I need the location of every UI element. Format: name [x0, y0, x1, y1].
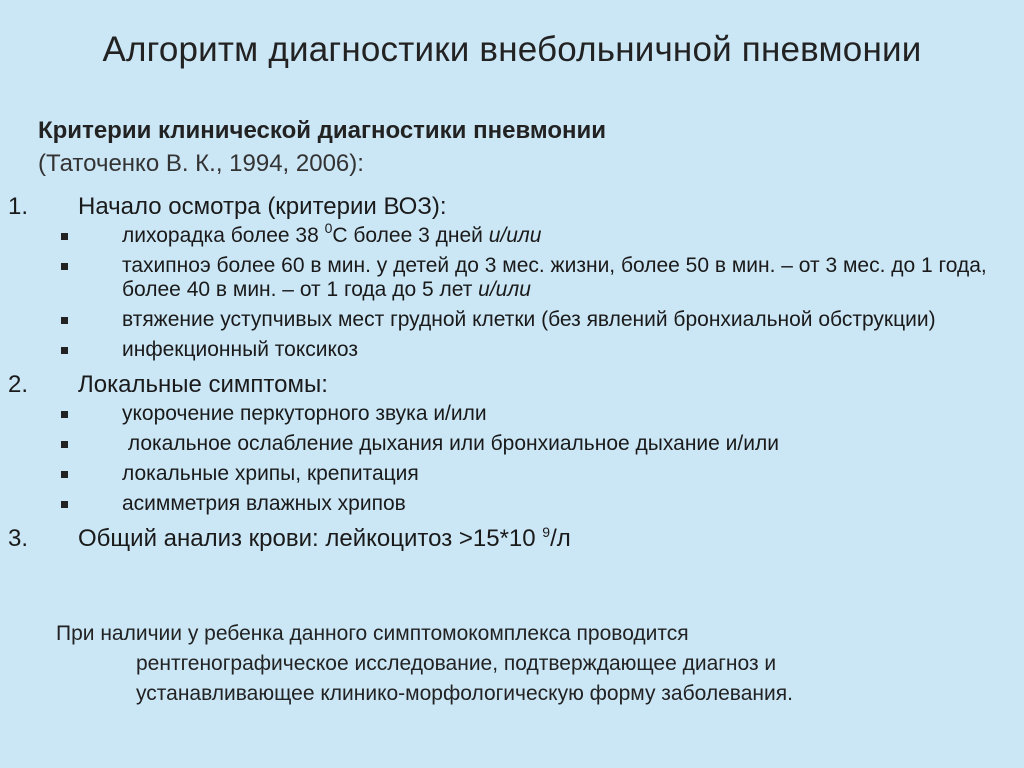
bullet-text-cont: С более 3 дней: [332, 224, 489, 247]
bullet-list: [0, 402, 1024, 516]
square-bullet-icon: [61, 317, 68, 324]
section-title: [0, 522, 1024, 556]
blood-test-unit: /л: [550, 525, 571, 552]
section-number: 2.: [8, 371, 29, 398]
footer-line-3: устанавливающее клинико-морфологическую форму заболевания.: [136, 682, 793, 705]
footer-line-2: рентгенографическое исследование, подтверждающее диагноз и: [136, 652, 777, 675]
section-local-symptoms: [0, 368, 1024, 516]
footer-line-1: При наличии у ребенка данного симптомокомплекса проводится: [56, 622, 689, 645]
section-title-text: Локальные симптомы:: [78, 371, 328, 398]
square-bullet-icon: [61, 233, 68, 240]
bullet-text: лихорадка более 38: [122, 224, 325, 247]
bullet-text: локальное ослабление дыхания или бронхиальное дыхание и/или: [122, 432, 779, 455]
section-number: 1.: [8, 193, 29, 220]
square-bullet-icon: [61, 411, 68, 418]
blood-test-text: Общий анализ крови: лейкоцитоз >15*10: [78, 525, 543, 552]
section-title-text: [78, 522, 571, 556]
section-number: 3.: [8, 525, 29, 552]
list-item: [0, 432, 1024, 456]
square-bullet-icon: [61, 441, 68, 448]
bullet-text: локальные хрипы, крепитация: [122, 462, 419, 485]
square-bullet-icon: [61, 263, 68, 270]
list-item: [0, 220, 1024, 248]
section-blood-test: [0, 522, 1024, 556]
exponent-superscript: 9: [542, 524, 551, 540]
bullet-suffix: и/или: [488, 224, 542, 247]
criteria-source: (Таточенко В. К., 1994, 2006):: [38, 150, 364, 177]
list-item: [0, 462, 1024, 486]
footer-note: [56, 619, 986, 709]
degree-superscript: 0: [324, 220, 333, 236]
criteria-heading: Критерии клинической диагностики пневмонии: [38, 117, 606, 144]
bullet-text: инфекционный токсикоз: [122, 338, 358, 361]
section-initial-exam: [0, 190, 1024, 362]
bullet-text: втяжение уступчивых мест грудной клетки (без явлений бронхиальной обструкции): [122, 308, 936, 331]
bullet-text: асимметрия влажных хрипов: [122, 492, 406, 515]
list-item: [0, 338, 1024, 362]
list-item: [0, 402, 1024, 426]
criteria-sections: [0, 190, 1024, 556]
bullet-suffix: и/или: [478, 278, 531, 301]
square-bullet-icon: [61, 471, 68, 478]
bullet-text: укорочение перкуторного звука и/или: [122, 402, 487, 425]
square-bullet-icon: [61, 347, 68, 354]
square-bullet-icon: [61, 501, 68, 508]
slide-title: Алгоритм диагностики внебольничной пневмонии: [102, 30, 922, 69]
section-title: [0, 190, 1024, 224]
list-item: [0, 308, 1024, 332]
list-item: [0, 492, 1024, 516]
section-title-text: Начало осмотра (критерии ВОЗ):: [78, 193, 447, 220]
section-title: [0, 368, 1024, 402]
list-item: [0, 254, 1024, 302]
bullet-list: [0, 220, 1024, 362]
bullet-text: тахипноэ более 60 в мин. у детей до 3 мес. жизни, более 50 в мин. – от 3 мес. до 1 года, более 40 в мин. – от 1 года до 5 лет: [122, 254, 987, 301]
